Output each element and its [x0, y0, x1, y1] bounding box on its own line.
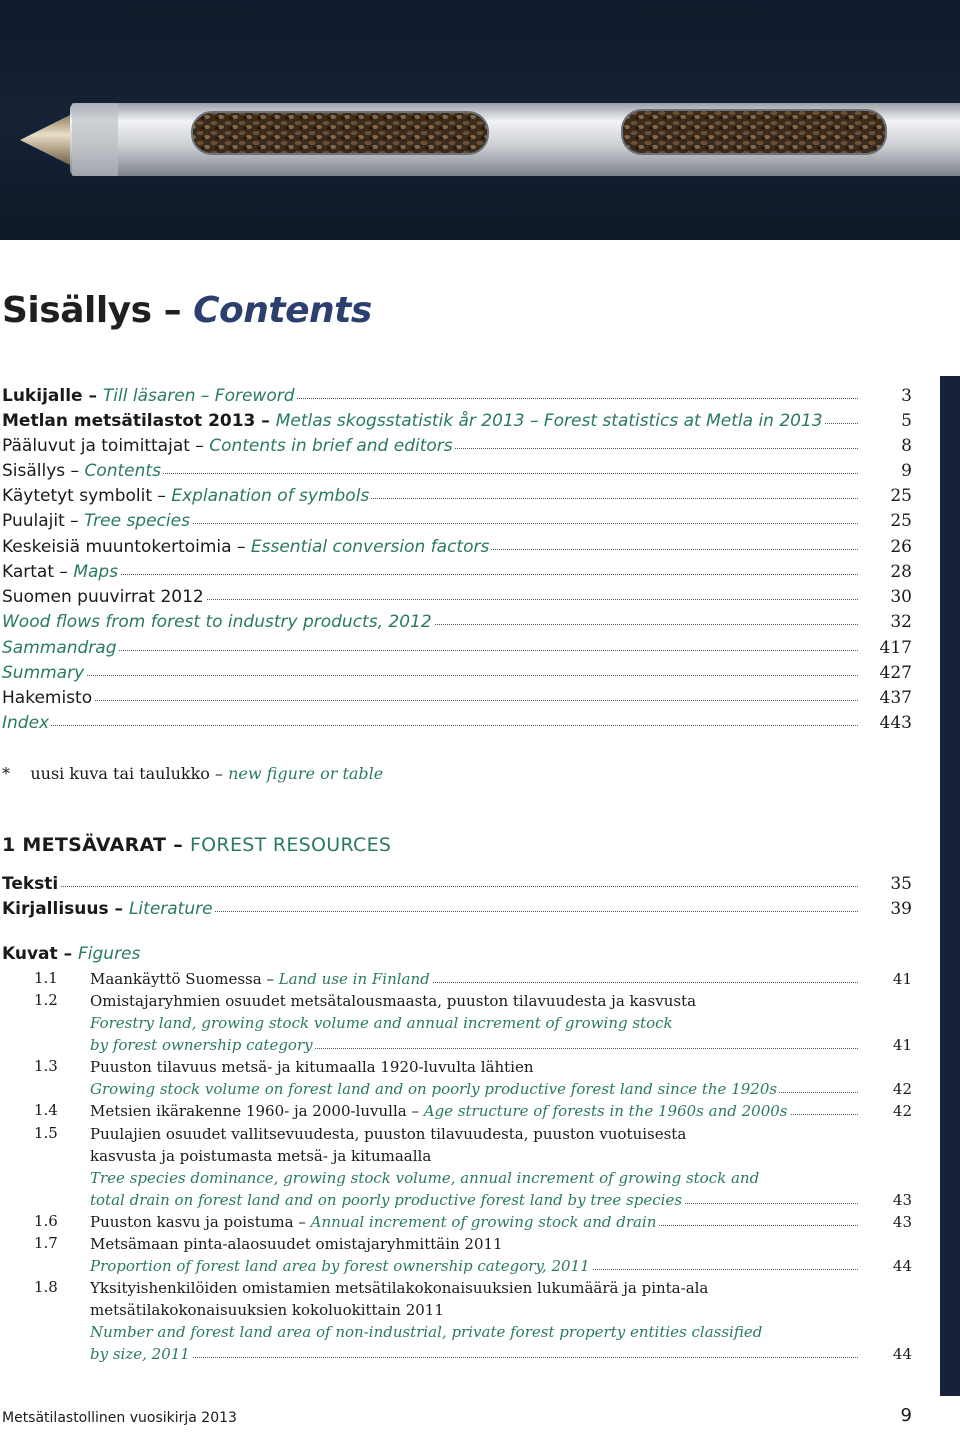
toc-page-number: 3	[901, 386, 912, 406]
title-english: Contents	[193, 290, 372, 331]
footer-book-title: Metsätilastollinen vuosikirja 2013	[2, 1410, 237, 1426]
toc-page-number: 8	[901, 436, 912, 456]
toc-page-number: 26	[890, 537, 912, 557]
section-english: FOREST RESOURCES	[189, 834, 392, 856]
note-english: new figure or table	[228, 764, 384, 783]
figure-entry-line[interactable]: Metsien ikärakenne 1960- ja 2000-luvulla – Age structure of forests in the 1960s and 2000s	[90, 1100, 858, 1122]
figure-number: 1.7	[34, 1234, 58, 1252]
figure-page-number: 42	[892, 1102, 912, 1120]
legend-note	[2, 764, 383, 783]
figure-page-number: 43	[892, 1191, 912, 1209]
figures-heading-english: Figures	[78, 944, 141, 964]
toc-item[interactable]: Pääluvut ja toimittajat – Contents in brief and editors	[2, 434, 858, 459]
figure-entry-line[interactable]: Puuston tilavuus metsä- ja kitumaalla 1920-luvulta lähtien	[90, 1058, 534, 1076]
toc-page-number: 25	[890, 486, 912, 506]
toc-item[interactable]: Index	[2, 711, 858, 736]
toc-page-number: 5	[901, 411, 912, 431]
figure-number: 1.6	[34, 1212, 58, 1230]
figure-entry-line[interactable]: Puulajien osuudet vallitsevuudesta, puuston tilavuudesta, puuston vuotuisesta	[90, 1125, 687, 1143]
toc-page-number: 9	[901, 461, 912, 481]
section-toc-item[interactable]: Teksti	[2, 872, 858, 897]
figure-entry-line[interactable]: Puuston kasvu ja poistuma – Annual increment of growing stock and drain	[90, 1211, 858, 1233]
figure-entry-line[interactable]: Metsämaan pinta-alaosuudet omistajaryhmittäin 2011	[90, 1235, 503, 1253]
figure-page-number: 41	[892, 970, 912, 988]
figure-entry-line[interactable]: total drain on forest land and on poorly productive forest land by tree species	[90, 1189, 858, 1211]
figure-page-number: 44	[892, 1257, 912, 1275]
toc-page-number: 32	[890, 612, 912, 632]
figure-number: 1.2	[34, 991, 58, 1009]
figures-heading-finnish: Kuvat –	[2, 944, 78, 964]
figure-number: 1.4	[34, 1101, 58, 1119]
figure-entry-line[interactable]: Proportion of forest land area by forest ownership category, 2011	[90, 1255, 858, 1277]
figure-page-number: 42	[892, 1080, 912, 1098]
toc-item[interactable]: Wood flows from forest to industry products, 2012	[2, 610, 858, 635]
toc-item[interactable]: Lukijalle – Till läsaren – Foreword	[2, 384, 858, 409]
footer-page-number: 9	[900, 1405, 912, 1426]
seed-tube-illustration	[0, 0, 960, 240]
toc-page-number: 417	[879, 638, 912, 658]
figure-number: 1.5	[34, 1124, 58, 1142]
figure-entry-line[interactable]: Omistajaryhmien osuudet metsätalousmaasta, puuston tilavuudesta ja kasvusta	[90, 992, 697, 1010]
figure-entry-line[interactable]: metsätilakokonaisuuksien kokoluokittain 2011	[90, 1301, 444, 1319]
figure-entry-line[interactable]: Growing stock volume on forest land and on poorly productive forest land since the 1920s	[90, 1078, 858, 1100]
figure-entry-line[interactable]: Forestry land, growing stock volume and annual increment of growing stock	[90, 1014, 673, 1032]
section-heading	[2, 834, 391, 856]
title-finnish: Sisällys	[2, 290, 152, 331]
figure-entry-line[interactable]: Maankäyttö Suomessa – Land use in Finland	[90, 968, 858, 990]
figure-number: 1.3	[34, 1057, 58, 1075]
figure-page-number: 43	[892, 1213, 912, 1231]
toc-page-number: 30	[890, 587, 912, 607]
figure-number: 1.1	[34, 969, 58, 987]
toc-item[interactable]: Metlan metsätilastot 2013 – Metlas skogsstatistik år 2013 – Forest statistics at Metla in 2013	[2, 409, 858, 434]
section-finnish: 1 METSÄVARAT –	[2, 834, 190, 856]
toc-page-number: 28	[890, 562, 912, 582]
figure-entry-line[interactable]: Number and forest land area of non-industrial, private forest property entities classified	[90, 1323, 763, 1341]
figures-heading	[2, 944, 140, 964]
toc-item[interactable]: Puulajit – Tree species	[2, 509, 858, 534]
figure-page-number: 41	[892, 1036, 912, 1054]
toc-item[interactable]: Hakemisto	[2, 686, 858, 711]
section-toc-page-number: 39	[890, 899, 912, 919]
toc-item[interactable]: Keskeisiä muuntokertoimia – Essential conversion factors	[2, 535, 858, 560]
figure-entry-line[interactable]: Yksityishenkilöiden omistamien metsätilakokonaisuuksien lukumäärä ja pinta-ala	[90, 1279, 709, 1297]
figure-entry-line[interactable]: by forest ownership category	[90, 1034, 858, 1056]
figure-entry-line[interactable]: Tree species dominance, growing stock volume, annual increment of growing stock and	[90, 1169, 760, 1187]
toc-page-number: 25	[890, 511, 912, 531]
sidebar-accent-bar	[940, 376, 960, 1396]
toc-item[interactable]: Summary	[2, 661, 858, 686]
toc-item[interactable]: Sammandrag	[2, 636, 858, 661]
title-separator: –	[151, 290, 194, 331]
note-star: *	[2, 764, 10, 783]
figure-entry-line[interactable]: by size, 2011	[90, 1343, 858, 1365]
toc-page-number: 437	[879, 688, 912, 708]
toc-item[interactable]: Sisällys – Contents	[2, 459, 858, 484]
figure-entry-line[interactable]: kasvusta ja poistumasta metsä- ja kitumaalla	[90, 1147, 432, 1165]
page-title	[2, 290, 372, 331]
toc-page-number: 427	[879, 663, 912, 683]
figure-page-number: 44	[892, 1345, 912, 1363]
cover-photo-seed-tube	[0, 0, 960, 240]
toc-item[interactable]: Kartat – Maps	[2, 560, 858, 585]
note-finnish: uusi kuva tai taulukko –	[30, 764, 229, 783]
figure-number: 1.8	[34, 1278, 58, 1296]
toc-item[interactable]: Käytetyt symbolit – Explanation of symbols	[2, 484, 858, 509]
toc-item[interactable]: Suomen puuvirrat 2012	[2, 585, 858, 610]
section-toc-page-number: 35	[890, 874, 912, 894]
section-toc-item[interactable]: Kirjallisuus – Literature	[2, 897, 858, 922]
toc-page-number: 443	[879, 713, 912, 733]
